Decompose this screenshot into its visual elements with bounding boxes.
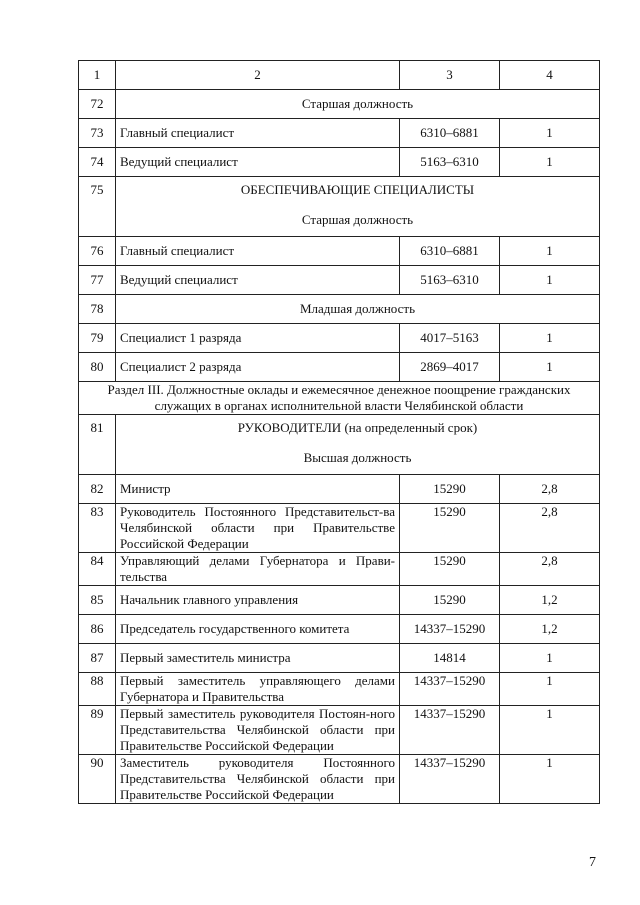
table-row — [79, 266, 600, 295]
position-name: Председатель государственного комитета — [116, 615, 400, 644]
row-number: 76 — [79, 237, 116, 266]
position-name: Руководитель Постоянного Представительст-ва Челябинской области при Правительстве Российской Федерации — [116, 504, 400, 553]
table-row — [79, 295, 600, 324]
table-row — [79, 353, 600, 382]
salary-range: 15290 — [400, 475, 500, 504]
salary-range: 5163–6310 — [400, 148, 500, 177]
coefficient: 1 — [500, 324, 600, 353]
salary-range: 6310–6881 — [400, 119, 500, 148]
row-number: 75 — [79, 177, 116, 237]
table-row — [79, 615, 600, 644]
position-name: Первый заместитель руководителя Постоян-ного Представительства Челябинской области при Правительстве Российской Федерации — [116, 706, 400, 755]
category-subtitle: Высшая должность — [303, 450, 412, 465]
position-name: Главный специалист — [116, 119, 400, 148]
table-row — [79, 504, 600, 553]
row-number: 73 — [79, 119, 116, 148]
row-number: 90 — [79, 755, 116, 804]
position-name: Первый заместитель министра — [116, 644, 400, 673]
row-number: 81 — [79, 415, 116, 475]
salary-range: 15290 — [400, 553, 500, 586]
column-header: 3 — [400, 61, 500, 90]
position-name: Начальник главного управления — [116, 586, 400, 615]
coefficient: 1 — [500, 706, 600, 755]
page-number: 7 — [589, 855, 596, 870]
row-number: 79 — [79, 324, 116, 353]
coefficient: 1 — [500, 644, 600, 673]
coefficient: 1,2 — [500, 615, 600, 644]
section-heading: Раздел III. Должностные оклады и ежемесячное денежное поощрение гражданских служащих в органах исполнительной власти Челябинской области — [79, 382, 600, 415]
salary-range: 14814 — [400, 644, 500, 673]
row-number: 83 — [79, 504, 116, 553]
row-number: 85 — [79, 586, 116, 615]
table-row — [79, 148, 600, 177]
salary-range: 14337–15290 — [400, 755, 500, 804]
table-row — [79, 415, 600, 475]
row-number: 78 — [79, 295, 116, 324]
table-row — [79, 644, 600, 673]
table-row — [79, 237, 600, 266]
table-row — [79, 755, 600, 804]
position-name: Специалист 2 разряда — [116, 353, 400, 382]
table-row — [79, 553, 600, 586]
row-number: 84 — [79, 553, 116, 586]
coefficient: 1 — [500, 148, 600, 177]
position-name: Специалист 1 разряда — [116, 324, 400, 353]
table-header-row — [79, 61, 600, 90]
coefficient: 2,8 — [500, 504, 600, 553]
coefficient: 2,8 — [500, 475, 600, 504]
row-number: 87 — [79, 644, 116, 673]
table-row — [79, 586, 600, 615]
salary-range: 14337–15290 — [400, 673, 500, 706]
coefficient: 2,8 — [500, 553, 600, 586]
coefficient: 1 — [500, 266, 600, 295]
table-row — [79, 706, 600, 755]
salary-range: 15290 — [400, 504, 500, 553]
row-number: 72 — [79, 90, 116, 119]
table-row — [79, 90, 600, 119]
category-cell — [116, 177, 600, 237]
position-name: Министр — [116, 475, 400, 504]
row-number: 77 — [79, 266, 116, 295]
salary-range: 14337–15290 — [400, 615, 500, 644]
table-row — [79, 673, 600, 706]
row-number: 80 — [79, 353, 116, 382]
row-number: 89 — [79, 706, 116, 755]
table-row — [79, 177, 600, 237]
column-header: 4 — [500, 61, 600, 90]
coefficient: 1,2 — [500, 586, 600, 615]
row-number: 88 — [79, 673, 116, 706]
salary-range: 15290 — [400, 586, 500, 615]
row-number: 82 — [79, 475, 116, 504]
category-title: Младшая должность — [116, 295, 600, 324]
category-cell — [116, 415, 600, 475]
section-row — [79, 382, 600, 415]
table-row — [79, 119, 600, 148]
position-name: Управляющий делами Губернатора и Прави-тельства — [116, 553, 400, 586]
salary-range: 5163–6310 — [400, 266, 500, 295]
coefficient: 1 — [500, 673, 600, 706]
salary-range: 4017–5163 — [400, 324, 500, 353]
coefficient: 1 — [500, 237, 600, 266]
position-name: Ведущий специалист — [116, 148, 400, 177]
position-name: Заместитель руководителя Постоянного Представительства Челябинской области при Правительстве Российской Федерации — [116, 755, 400, 804]
category-subtitle: Старшая должность — [301, 212, 414, 227]
row-number: 86 — [79, 615, 116, 644]
salary-range: 2869–4017 — [400, 353, 500, 382]
row-number: 74 — [79, 148, 116, 177]
position-name: Первый заместитель управляющего делами Губернатора и Правительства — [116, 673, 400, 706]
position-name: Главный специалист — [116, 237, 400, 266]
salary-table — [78, 60, 600, 804]
category-title: ОБЕСПЕЧИВАЮЩИЕ СПЕЦИАЛИСТЫ — [240, 182, 475, 197]
salary-range: 6310–6881 — [400, 237, 500, 266]
column-header: 2 — [116, 61, 400, 90]
coefficient: 1 — [500, 755, 600, 804]
category-title: Старшая должность — [116, 90, 600, 119]
coefficient: 1 — [500, 119, 600, 148]
table-row — [79, 324, 600, 353]
table-row — [79, 475, 600, 504]
salary-range: 14337–15290 — [400, 706, 500, 755]
coefficient: 1 — [500, 353, 600, 382]
category-title: РУКОВОДИТЕЛИ (на определенный срок) — [237, 420, 478, 435]
column-header: 1 — [79, 61, 116, 90]
position-name: Ведущий специалист — [116, 266, 400, 295]
